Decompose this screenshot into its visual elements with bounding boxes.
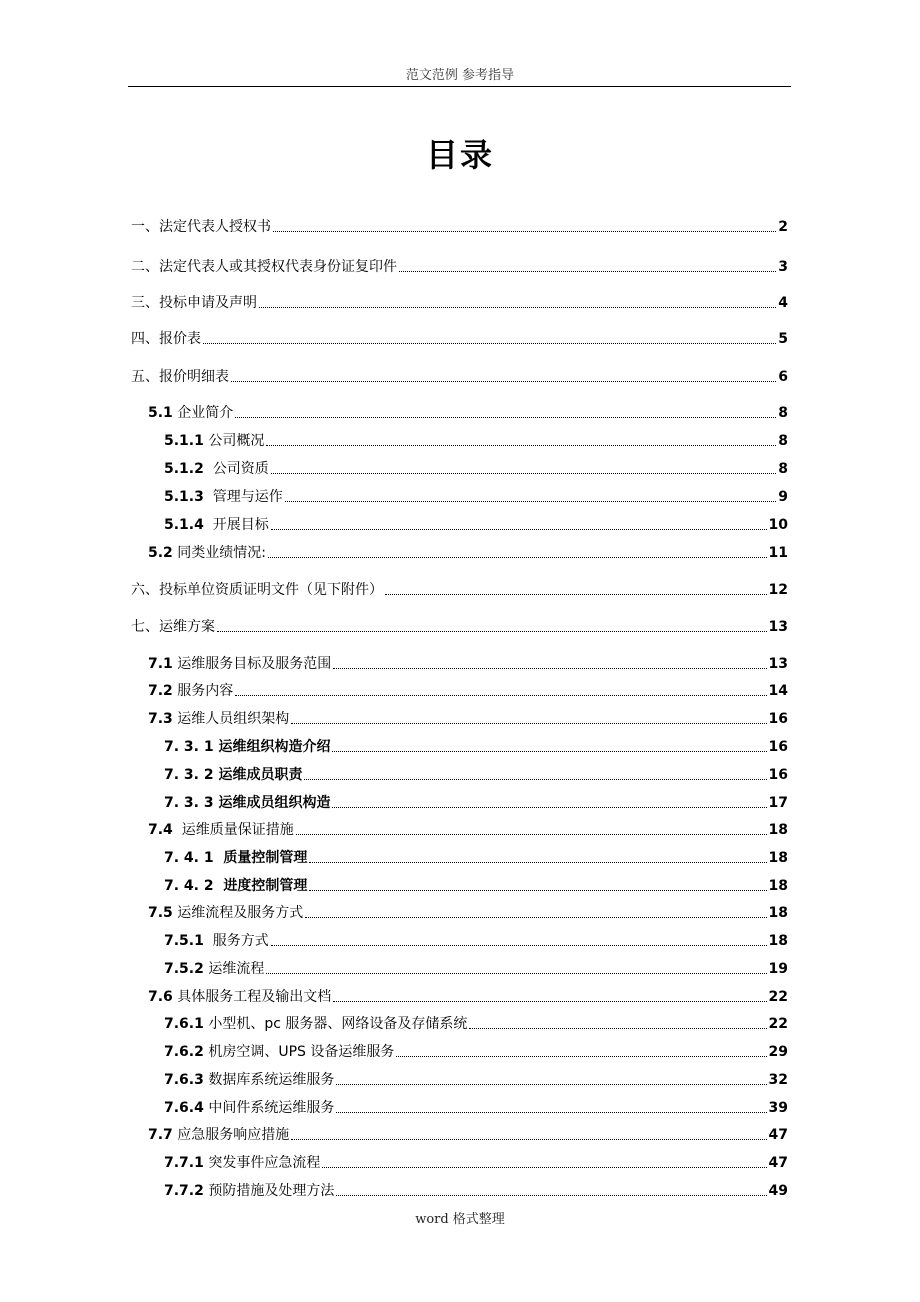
- toc-page-number: 13: [768, 656, 788, 672]
- toc-entry[interactable]: [148, 817, 788, 839]
- toc-entry-number: 7. 3. 1: [164, 739, 214, 755]
- page-header: 范文范例 参考指导: [405, 68, 515, 83]
- toc-entry-number: 5.1.1: [164, 433, 204, 449]
- toc-page-number: 2: [778, 219, 788, 235]
- toc-dot-leader: [203, 343, 776, 344]
- toc-dot-leader: [217, 631, 767, 632]
- toc-entry-number: 7.5.1: [164, 933, 204, 949]
- toc-entry[interactable]: [164, 790, 788, 812]
- toc-entry[interactable]: [131, 254, 788, 276]
- toc-entry-number: 5.2: [148, 545, 173, 561]
- toc-page-number: 11: [768, 545, 788, 561]
- toc-page-number: 17: [768, 795, 788, 811]
- toc-entry-title: 运维人员组织架构: [172, 711, 290, 727]
- toc-entry-number: 7.6.4: [164, 1100, 204, 1116]
- toc-entry-number: 7.5.2: [164, 961, 204, 977]
- toc-entry-title: 企业简介: [172, 405, 234, 421]
- toc-entry[interactable]: [164, 734, 788, 756]
- toc-entry-number: 7.6: [148, 989, 173, 1005]
- toc-entry-title: 应急服务响应措施: [172, 1127, 290, 1143]
- toc-entry-title: 一、法定代表人授权书: [131, 219, 271, 235]
- toc-page-number: 18: [768, 878, 788, 894]
- toc-dot-leader: [291, 723, 766, 724]
- toc-entry[interactable]: [131, 364, 788, 386]
- toc-page-number: 18: [768, 933, 788, 949]
- toc-entry[interactable]: [164, 1178, 788, 1200]
- toc-entry-title: 服务方式: [203, 933, 269, 949]
- toc-entry[interactable]: [131, 577, 788, 599]
- toc-entry-title: 公司资质: [203, 461, 269, 477]
- toc-page-number: 12: [768, 582, 788, 598]
- toc-entry-number: 7.6.2: [164, 1044, 204, 1060]
- toc-dot-leader: [259, 307, 776, 308]
- toc-entry[interactable]: [164, 428, 788, 450]
- toc-dot-leader: [396, 1056, 766, 1057]
- toc-entry-title: 五、报价明细表: [131, 369, 229, 385]
- toc-entry-title: 运维成员职责: [213, 767, 303, 783]
- toc-entry-title: 运维服务目标及服务范围: [172, 656, 332, 672]
- toc-entry-number: 7. 3. 2: [164, 767, 214, 783]
- toc-page-number: 22: [768, 1016, 788, 1032]
- toc-dot-leader: [309, 890, 766, 891]
- toc-entry-title: 小型机、pc 服务器、网络设备及存储系统: [203, 1016, 468, 1032]
- toc-page-number: 8: [778, 433, 788, 449]
- toc-dot-leader: [336, 1084, 766, 1085]
- toc-entry-number: 7.4: [148, 822, 173, 838]
- toc-entry[interactable]: [164, 1095, 788, 1117]
- toc-dot-leader: [268, 557, 767, 558]
- toc-entry[interactable]: [148, 400, 788, 422]
- toc-dot-leader: [235, 695, 766, 696]
- toc-entry[interactable]: [131, 326, 788, 348]
- toc-dot-leader: [285, 501, 776, 502]
- toc-page-number: 18: [768, 850, 788, 866]
- toc-page-number: 32: [768, 1072, 788, 1088]
- toc-entry[interactable]: [164, 484, 788, 506]
- toc-entry-title: 进度控制管理: [213, 878, 308, 894]
- toc-entry-title: 二、法定代表人或其授权代表身份证复印件: [131, 259, 397, 275]
- toc-dot-leader: [296, 834, 767, 835]
- toc-entry-title: 开展目标: [203, 517, 269, 533]
- toc-entry-title: 同类业绩情况:: [172, 545, 266, 561]
- toc-dot-leader: [385, 594, 767, 595]
- toc-dot-leader: [333, 1001, 766, 1002]
- toc-dot-leader: [271, 945, 767, 946]
- toc-dot-leader: [266, 973, 766, 974]
- toc-page-number: 47: [768, 1127, 788, 1143]
- toc-entry-title: 三、投标申请及声明: [131, 295, 257, 311]
- toc-page-number: 4: [778, 295, 788, 311]
- toc-page-number: 19: [768, 961, 788, 977]
- toc-page-number: 8: [778, 405, 788, 421]
- toc-entry-number: 7. 4. 2: [164, 878, 214, 894]
- toc-dot-leader: [336, 1112, 766, 1113]
- toc-page-number: 6: [778, 369, 788, 385]
- toc-entry[interactable]: [164, 1067, 788, 1089]
- toc-page-number: 22: [768, 989, 788, 1005]
- toc-dot-leader: [336, 1195, 766, 1196]
- toc-entry-title: 公司概况: [203, 433, 265, 449]
- toc-entry-title: 机房空调、UPS 设备运维服务: [203, 1044, 395, 1060]
- toc-entry[interactable]: [164, 1150, 788, 1172]
- toc-dot-leader: [304, 779, 766, 780]
- toc-entry[interactable]: [164, 762, 788, 784]
- toc-entry-number: 7.1: [148, 656, 173, 672]
- toc-entry-number: 7.5: [148, 905, 173, 921]
- toc-entry[interactable]: [164, 1039, 788, 1061]
- toc-entry-title: 突发事件应急流程: [203, 1155, 321, 1171]
- toc-entry[interactable]: [148, 1122, 788, 1144]
- toc-dot-leader: [231, 381, 776, 382]
- toc-page-number: 9: [778, 489, 788, 505]
- toc-entry[interactable]: [164, 456, 788, 478]
- toc-entry-title: 数据库系统运维服务: [203, 1072, 335, 1088]
- toc-entry-number: 5.1.3: [164, 489, 204, 505]
- toc-dot-leader: [333, 668, 766, 669]
- toc-entry-number: 7.6.1: [164, 1016, 204, 1032]
- toc-entry-title: 六、投标单位资质证明文件（见下附件）: [131, 582, 383, 598]
- toc-entry-number: 7.3: [148, 711, 173, 727]
- toc-page-number: 18: [768, 822, 788, 838]
- toc-page-number: 18: [768, 905, 788, 921]
- toc-page-number: 13: [768, 619, 788, 635]
- toc-entry-number: 7. 4. 1: [164, 850, 214, 866]
- toc-dot-leader: [271, 473, 776, 474]
- toc-page-number: 14: [768, 683, 788, 699]
- toc-dot-leader: [305, 917, 766, 918]
- toc-entry-title: 七、运维方案: [131, 619, 215, 635]
- toc-page-number: 16: [768, 711, 788, 727]
- toc-dot-leader: [291, 1139, 766, 1140]
- toc-entry[interactable]: [148, 540, 788, 562]
- toc-entry[interactable]: [164, 1011, 788, 1033]
- toc-entry[interactable]: [148, 984, 788, 1006]
- toc-page-number: 39: [768, 1100, 788, 1116]
- page-title: 目录: [425, 136, 494, 174]
- toc-entry-title: 服务内容: [172, 683, 234, 699]
- toc-entry[interactable]: [148, 706, 788, 728]
- toc-dot-leader: [273, 231, 776, 232]
- toc-entry[interactable]: [164, 873, 788, 895]
- toc-page-number: 16: [768, 767, 788, 783]
- toc-dot-leader: [271, 529, 767, 530]
- toc-entry[interactable]: [148, 678, 788, 700]
- toc-entry-number: 7.7.2: [164, 1183, 204, 1199]
- toc-entry-number: 5.1.2: [164, 461, 204, 477]
- toc-dot-leader: [309, 862, 766, 863]
- toc-page-number: 29: [768, 1044, 788, 1060]
- toc-entry[interactable]: [148, 900, 788, 922]
- toc-dot-leader: [332, 751, 766, 752]
- toc-dot-leader: [332, 807, 766, 808]
- toc-entry[interactable]: [131, 214, 788, 236]
- toc-page-number: 47: [768, 1155, 788, 1171]
- toc-page-number: 5: [778, 331, 788, 347]
- toc-entry-title: 运维成员组织构造: [213, 795, 331, 811]
- toc-page-number: 16: [768, 739, 788, 755]
- toc-entry[interactable]: [164, 956, 788, 978]
- toc-entry-number: 7.7.1: [164, 1155, 204, 1171]
- toc-entry-title: 运维流程: [203, 961, 265, 977]
- toc-page-number: 10: [768, 517, 788, 533]
- toc-entry-title: 管理与运作: [203, 489, 283, 505]
- toc-dot-leader: [235, 417, 776, 418]
- toc-entry-title: 运维流程及服务方式: [172, 905, 304, 921]
- toc-entry-title: 预防措施及处理方法: [203, 1183, 335, 1199]
- toc-entry-title: 中间件系统运维服务: [203, 1100, 335, 1116]
- toc-entry[interactable]: [164, 928, 788, 950]
- toc-page-number: 3: [778, 259, 788, 275]
- toc-entry[interactable]: [131, 614, 788, 636]
- toc-dot-leader: [399, 271, 776, 272]
- toc-entry-title: 质量控制管理: [213, 850, 308, 866]
- toc-entry-number: 5.1: [148, 405, 173, 421]
- toc-entry-title: 运维质量保证措施: [172, 822, 294, 838]
- toc-entry-number: 7. 3. 3: [164, 795, 214, 811]
- toc-entry-title: 具体服务工程及输出文档: [172, 989, 332, 1005]
- toc-entry[interactable]: [164, 512, 788, 534]
- toc-entry-title: 运维组织构造介绍: [213, 739, 331, 755]
- toc-entry-title: 四、报价表: [131, 331, 201, 347]
- toc-dot-leader: [469, 1028, 766, 1029]
- toc-entry-number: 7.2: [148, 683, 173, 699]
- toc-entry[interactable]: [164, 845, 788, 867]
- toc-entry[interactable]: [131, 290, 788, 312]
- toc-entry-number: 7.7: [148, 1127, 173, 1143]
- toc-dot-leader: [322, 1167, 766, 1168]
- toc-entry-number: 5.1.4: [164, 517, 204, 533]
- toc-entry-number: 7.6.3: [164, 1072, 204, 1088]
- toc-dot-leader: [266, 445, 776, 446]
- toc-page-number: 49: [768, 1183, 788, 1199]
- toc-entry[interactable]: [148, 651, 788, 673]
- page-footer: word 格式整理: [415, 1212, 505, 1227]
- toc-page-number: 8: [778, 461, 788, 477]
